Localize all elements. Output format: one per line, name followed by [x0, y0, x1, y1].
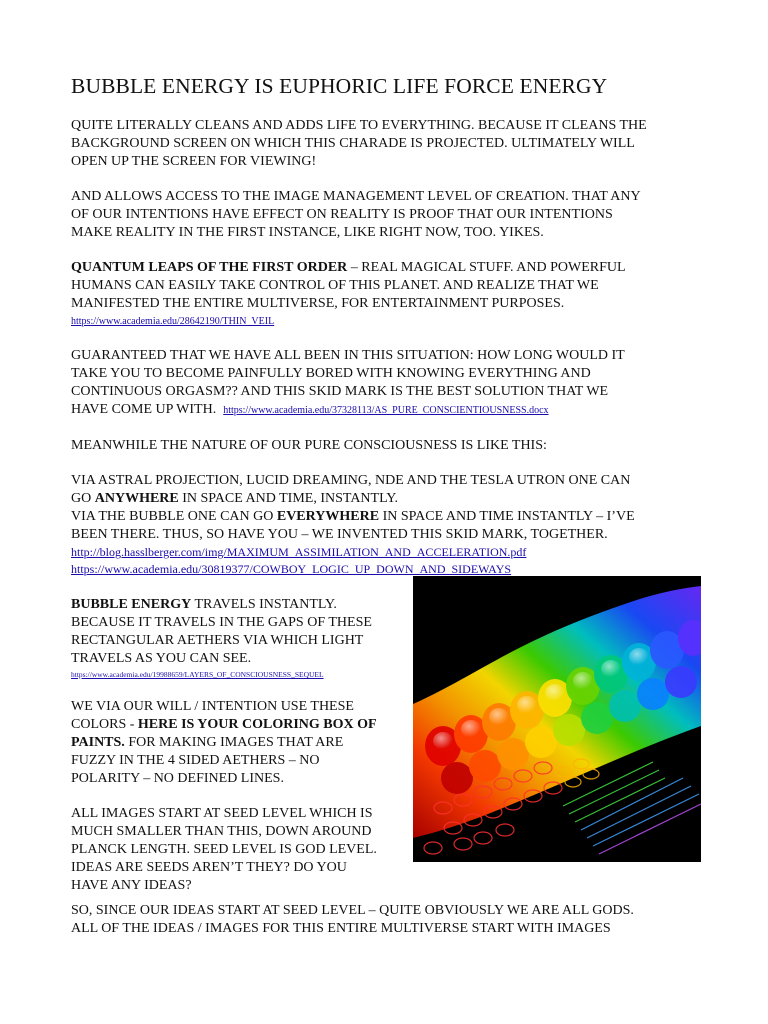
paragraph-9 [71, 805, 409, 895]
text-line: FUZZY IN THE 4 SIDED AETHERS – NO [71, 753, 320, 768]
text-run: HAVE COME UP WITH. [71, 402, 217, 417]
text-line: TRAVELS AS YOU CAN SEE. [71, 651, 252, 666]
text-line: RECTANGULAR AETHERS VIA WHICH LIGHT [71, 633, 364, 648]
paragraph-8 [71, 698, 409, 788]
paragraph-6 [71, 472, 701, 578]
link-maximum-assimilation[interactable]: http://blog.hasslberger.com/img/MAXIMUM_ASSIMILATION_AND_ACCELERATION.pdf [71, 545, 527, 559]
text-run: TRAVELS INSTANTLY. [191, 597, 337, 612]
text-line: MEANWHILE THE NATURE OF OUR PURE CONSCIOUSNESS IS LIKE THIS: [71, 438, 547, 453]
text-line: WE VIA OUR WILL / INTENTION USE THESE [71, 699, 354, 714]
closing-paragraph [71, 902, 701, 955]
text-line: HUMANS CAN EASILY TAKE CONTROL OF THIS PLANET. AND REALIZE THAT WE [71, 278, 599, 293]
text-run: COLORS - [71, 717, 138, 732]
text-line [71, 734, 409, 752]
text-line: QUITE LITERALLY CLEANS AND ADDS LIFE TO EVERYTHING. BECAUSE IT CLEANS THE [71, 118, 647, 133]
text-line [71, 596, 409, 614]
link-layers-of-consciousness[interactable]: https://www.academia.edu/19988659/LAYERS_OF_CONSCIOUSNESS_SEQUEL [71, 670, 324, 679]
light-wave-image [413, 576, 701, 862]
paragraph-1 [71, 117, 701, 171]
link-pure-conscientiousness[interactable]: https://www.academia.edu/37328113/AS_PURE_CONSCIENTIOUSNESS.docx [223, 405, 549, 416]
link-cowboy-logic[interactable]: https://www.academia.edu/30819377/COWBOY_LOGIC_UP_DOWN_AND_SIDEWAYS [71, 562, 512, 576]
text-line: PLANCK LENGTH. SEED LEVEL IS GOD LEVEL. [71, 842, 377, 857]
text-run: IN SPACE AND TIME INSTANTLY – I’VE [379, 509, 635, 524]
bold-phrase: EVERYWHERE [276, 509, 380, 524]
text-line: BACKGROUND SCREEN ON WHICH THIS CHARADE IS PROJECTED. ULTIMATELY WILL [71, 136, 635, 151]
text-line: TAKE YOU TO BECOME PAINFULLY BORED WITH KNOWING EVERYTHING AND [71, 366, 591, 381]
bold-phrase: PAINTS. [71, 735, 125, 750]
text-line: BEEN THERE. THUS, SO HAVE YOU – WE INVENTED THIS SKID MARK, TOGETHER. [71, 527, 608, 542]
paragraph-4 [71, 347, 701, 420]
text-line: ALL OF THE IDEAS / IMAGES FOR THIS ENTIRE MULTIVERSE START WITH IMAGES [71, 921, 611, 936]
text-line [71, 508, 701, 526]
text-line: IDEAS ARE SEEDS AREN’T THEY? DO YOU [71, 860, 347, 875]
bold-phrase: ANYWHERE [94, 491, 179, 506]
left-column [71, 596, 409, 895]
text-run: FOR MAKING IMAGES THAT ARE [124, 735, 344, 750]
page-title: BUBBLE ENERGY IS EUPHORIC LIFE FORCE ENERGY [71, 74, 608, 98]
text-line: MANIFESTED THE ENTIRE MULTIVERSE, FOR ENTERTAINMENT PURPOSES. [71, 296, 565, 311]
paragraph-5 [71, 437, 701, 455]
text-line: OPEN UP THE SCREEN FOR VIEWING! [71, 154, 317, 169]
text-line [71, 401, 701, 420]
paragraph-3 [71, 259, 701, 330]
text-run: VIA THE BUBBLE ONE CAN GO [71, 509, 277, 524]
text-line: AND ALLOWS ACCESS TO THE IMAGE MANAGEMENT LEVEL OF CREATION. THAT ANY [71, 189, 641, 204]
link-thin-veil[interactable]: https://www.academia.edu/28642190/THIN_VEIL [71, 316, 275, 327]
text-line [71, 490, 701, 508]
text-run: GO [71, 491, 95, 506]
text-line: VIA ASTRAL PROJECTION, LUCID DREAMING, NDE AND THE TESLA UTRON ONE CAN [71, 473, 631, 488]
text-line [71, 259, 701, 277]
bold-phrase: HERE IS YOUR COLORING BOX OF [137, 717, 377, 732]
text-run: IN SPACE AND TIME, INSTANTLY. [178, 491, 399, 506]
text-line: POLARITY – NO DEFINED LINES. [71, 771, 284, 786]
text-line: MUCH SMALLER THAN THIS, DOWN AROUND [71, 824, 372, 839]
text-run: – REAL MAGICAL STUFF. AND POWERFUL [347, 260, 626, 275]
text-line: OF OUR INTENTIONS HAVE EFFECT ON REALITY IS PROOF THAT OUR INTENTIONS [71, 207, 613, 222]
text-line: HAVE ANY IDEAS? [71, 878, 192, 893]
text-line: MAKE REALITY IN THE FIRST INSTANCE, LIKE RIGHT NOW, TOO. YIKES. [71, 225, 544, 240]
paragraph-7 [71, 596, 409, 681]
text-line: ALL IMAGES START AT SEED LEVEL WHICH IS [71, 806, 373, 821]
text-line [71, 716, 409, 734]
text-line: GUARANTEED THAT WE HAVE ALL BEEN IN THIS SITUATION: HOW LONG WOULD IT [71, 348, 625, 363]
bold-phrase: QUANTUM LEAPS OF THE FIRST ORDER [71, 260, 348, 275]
paragraph-2 [71, 188, 701, 242]
text-line: BECAUSE IT TRAVELS IN THE GAPS OF THESE [71, 615, 372, 630]
text-line: SO, SINCE OUR IDEAS START AT SEED LEVEL – QUITE OBVIOUSLY WE ARE ALL GODS. [71, 903, 634, 918]
text-line: CONTINUOUS ORGASM?? AND THIS SKID MARK IS THE BEST SOLUTION THAT WE [71, 384, 609, 399]
bold-phrase: BUBBLE ENERGY [71, 597, 192, 612]
paragraph-10 [71, 902, 701, 938]
